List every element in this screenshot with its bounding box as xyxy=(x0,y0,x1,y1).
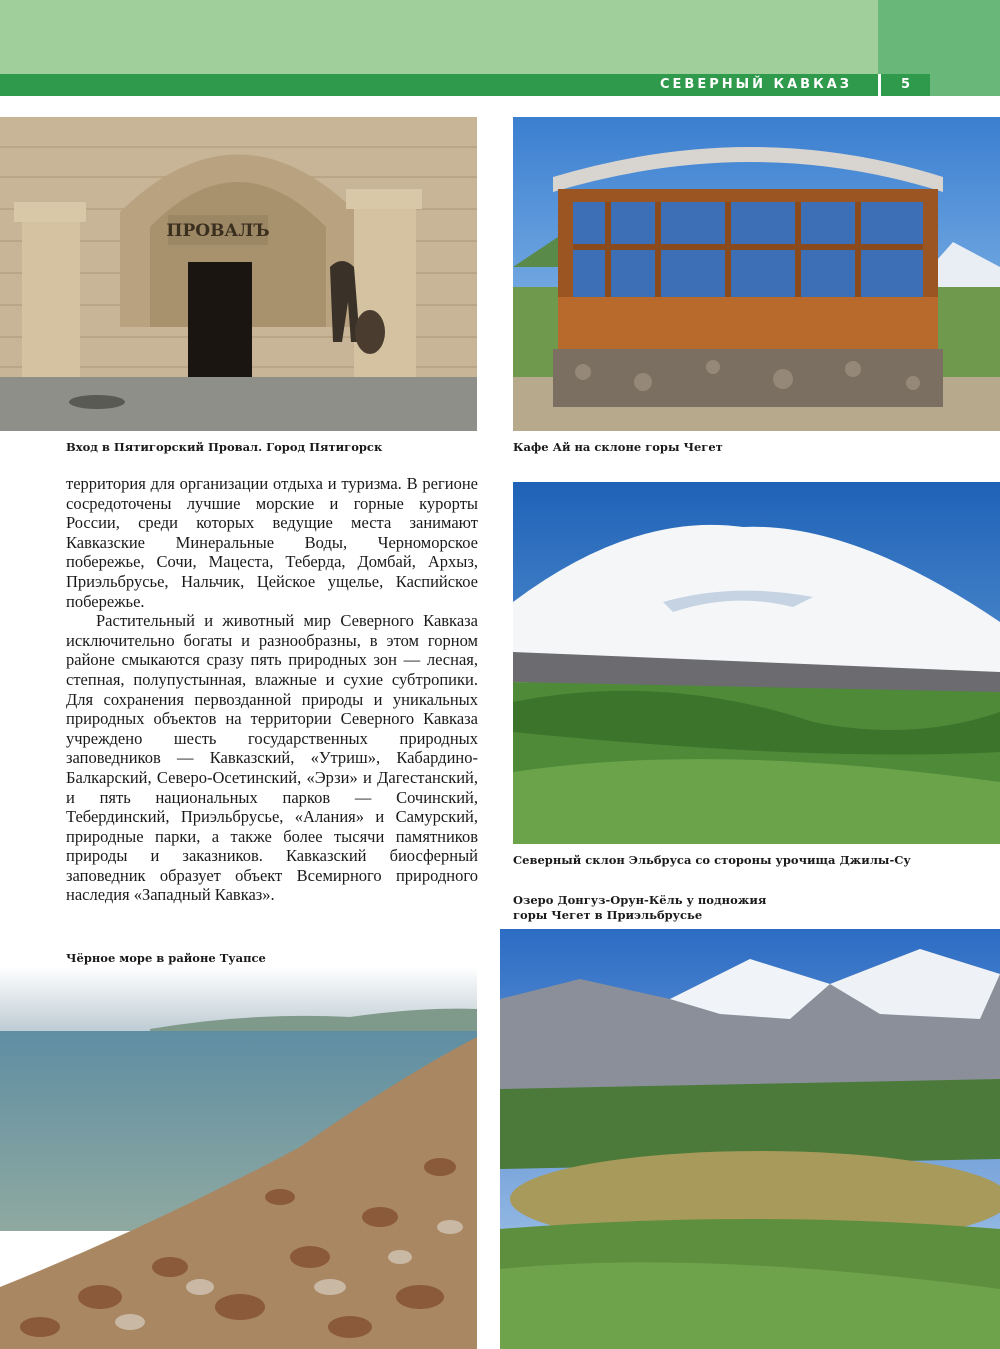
header-band xyxy=(0,0,878,74)
header-separator xyxy=(0,96,1000,102)
page-number: 5 xyxy=(900,77,911,92)
lake-photo xyxy=(500,929,1000,1349)
proval-sign: ПРОВАЛЪ xyxy=(166,221,270,241)
lake-caption-line-2: горы Чегет в Приэльбрусье xyxy=(513,908,703,922)
lake-caption-line-1: Озеро Донгуз-Орун-Кёль у подножия xyxy=(513,893,767,907)
elbrus-caption: Северный склон Эльбруса со стороны урочища Джилы-Су xyxy=(513,853,911,867)
section-title: СЕВЕРНЫЙ КАВКАЗ xyxy=(659,77,852,92)
header-corner xyxy=(878,0,1000,74)
cafe-caption: Кафе Ай на склоне горы Чегет xyxy=(513,440,723,454)
sea-caption: Чёрное море в районе Туапсе xyxy=(66,951,266,965)
cafe-photo xyxy=(513,117,1000,431)
body-paragraph-2: Растительный и животный мир Северного Кавказа исключительно богаты и разнообразны, в этом горном районе смыкаются сразу пять природных зон — лесная, степная, полупустынная, влажные и сухие субтропики. Для сохранения первозданной природы и уникальных природных объектов на территории Северного Кавказа учреждено шесть государственных природных заповедников — Кавказский, «Утриш», Кабардино-Балкарский, Северо-Осетинский, «Эрзи» и Дагестанский, и пять национальных парков — Сочинский, Тебердинский, Приэльбрусье, «Алания» и Самурский, природные парки, а также более тысячи памятников природы и заказников. Кавказский биосферный заповедник образует объект Всемирного природного наследия «Западный Кавказ». xyxy=(66,611,478,905)
header-bar-end xyxy=(930,74,1000,96)
proval-caption: Вход в Пятигорский Провал. Город Пятигорск xyxy=(66,440,383,454)
article-body xyxy=(66,474,478,905)
body-paragraph-1: территория для организации отдыха и туризма. В регионе сосредоточены лучшие морские и горные курорты России, среди которых ведущие места занимают Кавказские Минеральные Воды, Черноморское побережье, Сочи, Мацеста, Теберда, Домбай, Архыз, Приэльбрусье, Нальчик, Цейское ущелье, Каспийское побережье. xyxy=(66,474,478,611)
elbrus-photo xyxy=(513,482,1000,844)
sea-photo xyxy=(0,967,477,1349)
proval-photo xyxy=(0,117,477,431)
